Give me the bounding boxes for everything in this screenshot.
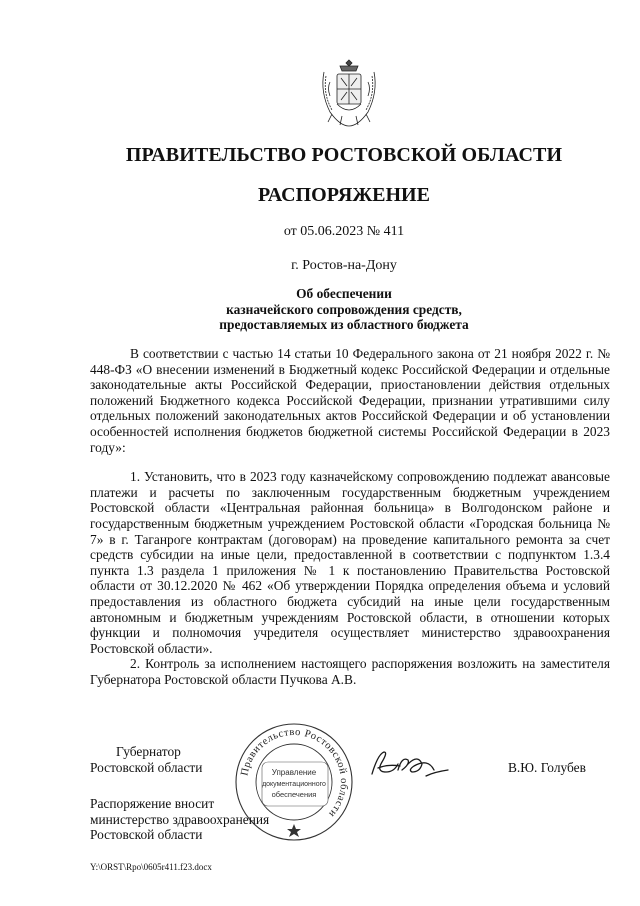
file-path-footer: Y:\ORST\Rpo\0605r411.f23.docx	[90, 862, 212, 872]
subject-line-1: Об обеспечении	[296, 286, 392, 301]
submitter-block	[90, 796, 269, 843]
signatory-name: В.Ю. Голубев	[508, 760, 586, 775]
submitter-line-2: министерство здравоохранения	[90, 811, 270, 827]
item-1-paragraph: 1. Установить, что в 2023 году казначейскому сопровождению подлежат авансовые платежи и расчеты по заключенным государственным бюджетным учреждением Ростовской области «Центральная районная больница» в Волгодонском районе и государственным бюджетным учреждением Ростовской области «Городская больница № 7» в г. Таганроге контрактам (договорам) на проведение капитального ремонта за счет средств субсидии на иные цели, предоставленной в соответствии с подпунктом 1.3.4 пункта 1.3 раздела 1 приложения № 1 к постановлению Правительства Ростовской области от 30.12.2020 № 462 «Об утверждении Порядка определения объема и условий предоставления из областного бюджета субсидий на иные цели государственным автономным и бюджетным учреждениям Ростовской области, в отношении которых функции и полномочия учредителя осуществляет министерство здравоохранения Ростовской области».	[90, 469, 610, 656]
document-body	[90, 346, 610, 687]
position-line-2: Ростовской области	[90, 759, 203, 775]
rostov-oblast-coat-of-arms-icon	[318, 56, 380, 128]
stamp-center-line-3: обеспечения	[271, 790, 317, 799]
signatory-position	[90, 744, 202, 775]
document-type: РАСПОРЯЖЕНИЕ	[258, 184, 430, 206]
document-subject	[0, 286, 640, 333]
document-date-number: от 05.06.2023 № 411	[283, 224, 405, 239]
government-title: ПРАВИТЕЛЬСТВО РОСТОВСКОЙ ОБЛАСТИ	[125, 144, 563, 166]
submitter-line-3: Ростовской области	[90, 827, 203, 843]
stamp-center-line-2: документационного	[262, 781, 326, 788]
subject-line-2: казначейского сопровождения средств,	[226, 301, 462, 317]
submitter-line-1: Распоряжение вносит	[90, 796, 215, 811]
item-2-paragraph: 2. Контроль за исполнением настоящего распоряжения возложить на заместителя Губернатора Ростовской области Пучкова А.В.	[90, 656, 610, 687]
document-city: г. Ростов-на-Дону	[291, 258, 397, 273]
stamp-ring-text: Правительство Ростовской области	[239, 726, 350, 820]
subject-line-3: предоставляемых из областного бюджета	[219, 317, 469, 333]
handwritten-signature	[368, 746, 454, 786]
stamp-center-line-1: Управление	[271, 768, 317, 777]
position-line-1: Губернатор	[116, 744, 181, 759]
preamble-paragraph: В соответствии с частью 14 статьи 10 Федерального закона от 21 ноября 2022 г. № 448-ФЗ «О внесении изменений в Бюджетный кодекс Российской Федерации и отдельные законодательные акты Российской Федерации, приостановлении действия отдельных положений Бюджетного кодекса Российской Федерации, признании утратившими силу отдельных положений законодательных актов Российской Федерации и об установлении особенностей исполнения бюджетов бюджетной системы Российской Федерации в 2023 году»:	[90, 346, 610, 455]
